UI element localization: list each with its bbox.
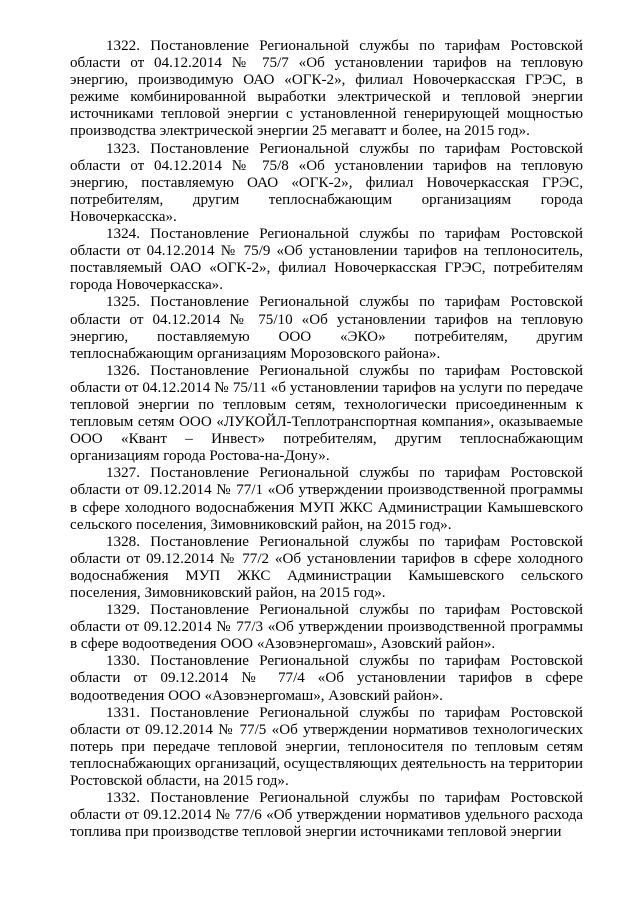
entry-1332 [70, 790, 583, 841]
entry-text: Постановление Региональной службы по тарифам Ростовской области от 09.12.2014 № 77/5 «Об утверждении нормативов технологических потерь при передаче тепловой энергии, теплоносителя по тепловым сетям теплоснабжающих организаций, осуществляющих деятельность на территории Ростовской области, на 2015 год». [70, 704, 583, 790]
entry-1328 [70, 534, 583, 602]
entry-text: Постановление Региональной службы по тарифам Ростовской области от 09.12.2014 № 77/1 «Об утверждении производственной программы в сфере холодного водоснабжения МУП ЖКС Администрации Камышевского сельского поселения, Зимовниковский район, на 2015 год». [70, 465, 583, 533]
entry-1325 [70, 294, 583, 362]
entry-1322 [70, 38, 583, 141]
entry-text: Постановление Региональной службы по тарифам Ростовской области от 09.12.2014 № 77/6 «Об утверждении нормативов удельного расхода топлива при производстве тепловой энергии источниками тепловой энергии [70, 790, 583, 841]
entry-number: 1330. [106, 653, 140, 670]
entry-number: 1322. [106, 38, 140, 54]
document-page [70, 38, 583, 841]
entry-number: 1332. [106, 790, 140, 807]
entry-number: 1325. [106, 294, 140, 311]
entry-text: Постановление Региональной службы по тарифам Ростовской области от 09.12.2014 № 77/2 «Об установлении тарифов в сфере холодного водоснабжения МУП ЖКС Администрации Камышевского сельского поселения, Зимовниковский район, на 2015 год». [70, 533, 583, 601]
entry-text: Постановление Региональной службы по тарифам Ростовской области от 04.12.2014 № 75/11 «б установлении тарифов на услуги по передаче тепловой энергии по тепловым сетям, технологически присоединенным к тепловым сетям ООО «ЛУКОЙЛ-Теплотранспортная компания», оказываемые ООО «Квант – Инвест» потребителям, другим теплоснабжающим организациям города Ростова-на-Дону». [70, 362, 583, 465]
entry-text: Постановление Региональной службы по тарифам Ростовской области от 09.12.2014 № 77/3 «Об утверждении производственной программы в сфере водоотведения ООО «Азовэнергомаш», Азовский район». [70, 602, 583, 653]
entry-number: 1331. [106, 704, 140, 721]
entry-number: 1329. [106, 602, 140, 619]
entry-text: Постановление Региональной службы по тарифам Ростовской области от 09.12.2014 № 77/4 «Об установлении тарифов в сфере водоотведения ООО «Азовэнергомаш», Азовский район». [70, 653, 583, 704]
entry-1324 [70, 226, 583, 294]
entry-1327 [70, 465, 583, 533]
entry-number: 1324. [106, 226, 140, 243]
entry-text: Постановление Региональной службы по тарифам Ростовской области от 04.12.2014 № 75/8 «Об установлении тарифов на тепловую энергию, поставляемую ОАО «ОГК-2», филиал Новочеркасская ГРЭС, потребителям, другим теплоснабжающим организациям города Новочеркасска». [70, 140, 583, 225]
entry-text: Постановление Региональной службы по тарифам Ростовской области от 04.12.2014 № 75/10 «Об установлении тарифов на тепловую энергию, поставляемую ООО «ЭКО» потребителям, другим теплоснабжающим организациям Морозовского района». [70, 294, 583, 362]
entry-number: 1326. [106, 362, 140, 379]
entry-number: 1327. [106, 465, 140, 482]
entry-1323 [70, 141, 583, 226]
entry-1331 [70, 705, 583, 790]
entry-number: 1323. [106, 140, 140, 157]
entry-1326 [70, 363, 583, 466]
entry-text: Постановление Региональной службы по тарифам Ростовской области от 04.12.2014 № 75/7 «Об установлении тарифов на тепловую энергию, производимую ОАО «ОГК-2», филиал Новочеркасская ГРЭС, в режиме комбинированной выработки электрической и тепловой энергии источниками тепловой энергии с установленной генерирующей мощностью производства электрической энергии 25 мегаватт и более, на 2015 год». [70, 38, 583, 140]
entry-1329 [70, 602, 583, 653]
entry-text: Постановление Региональной службы по тарифам Ростовской области от 04.12.2014 № 75/9 «Об установлении тарифов на теплоноситель, поставляемый ОАО «ОГК-2», филиал Новочеркасская ГРЭС, потребителям города Новочеркасска». [70, 226, 583, 294]
entry-1330 [70, 653, 583, 704]
entry-number: 1328. [106, 533, 140, 550]
